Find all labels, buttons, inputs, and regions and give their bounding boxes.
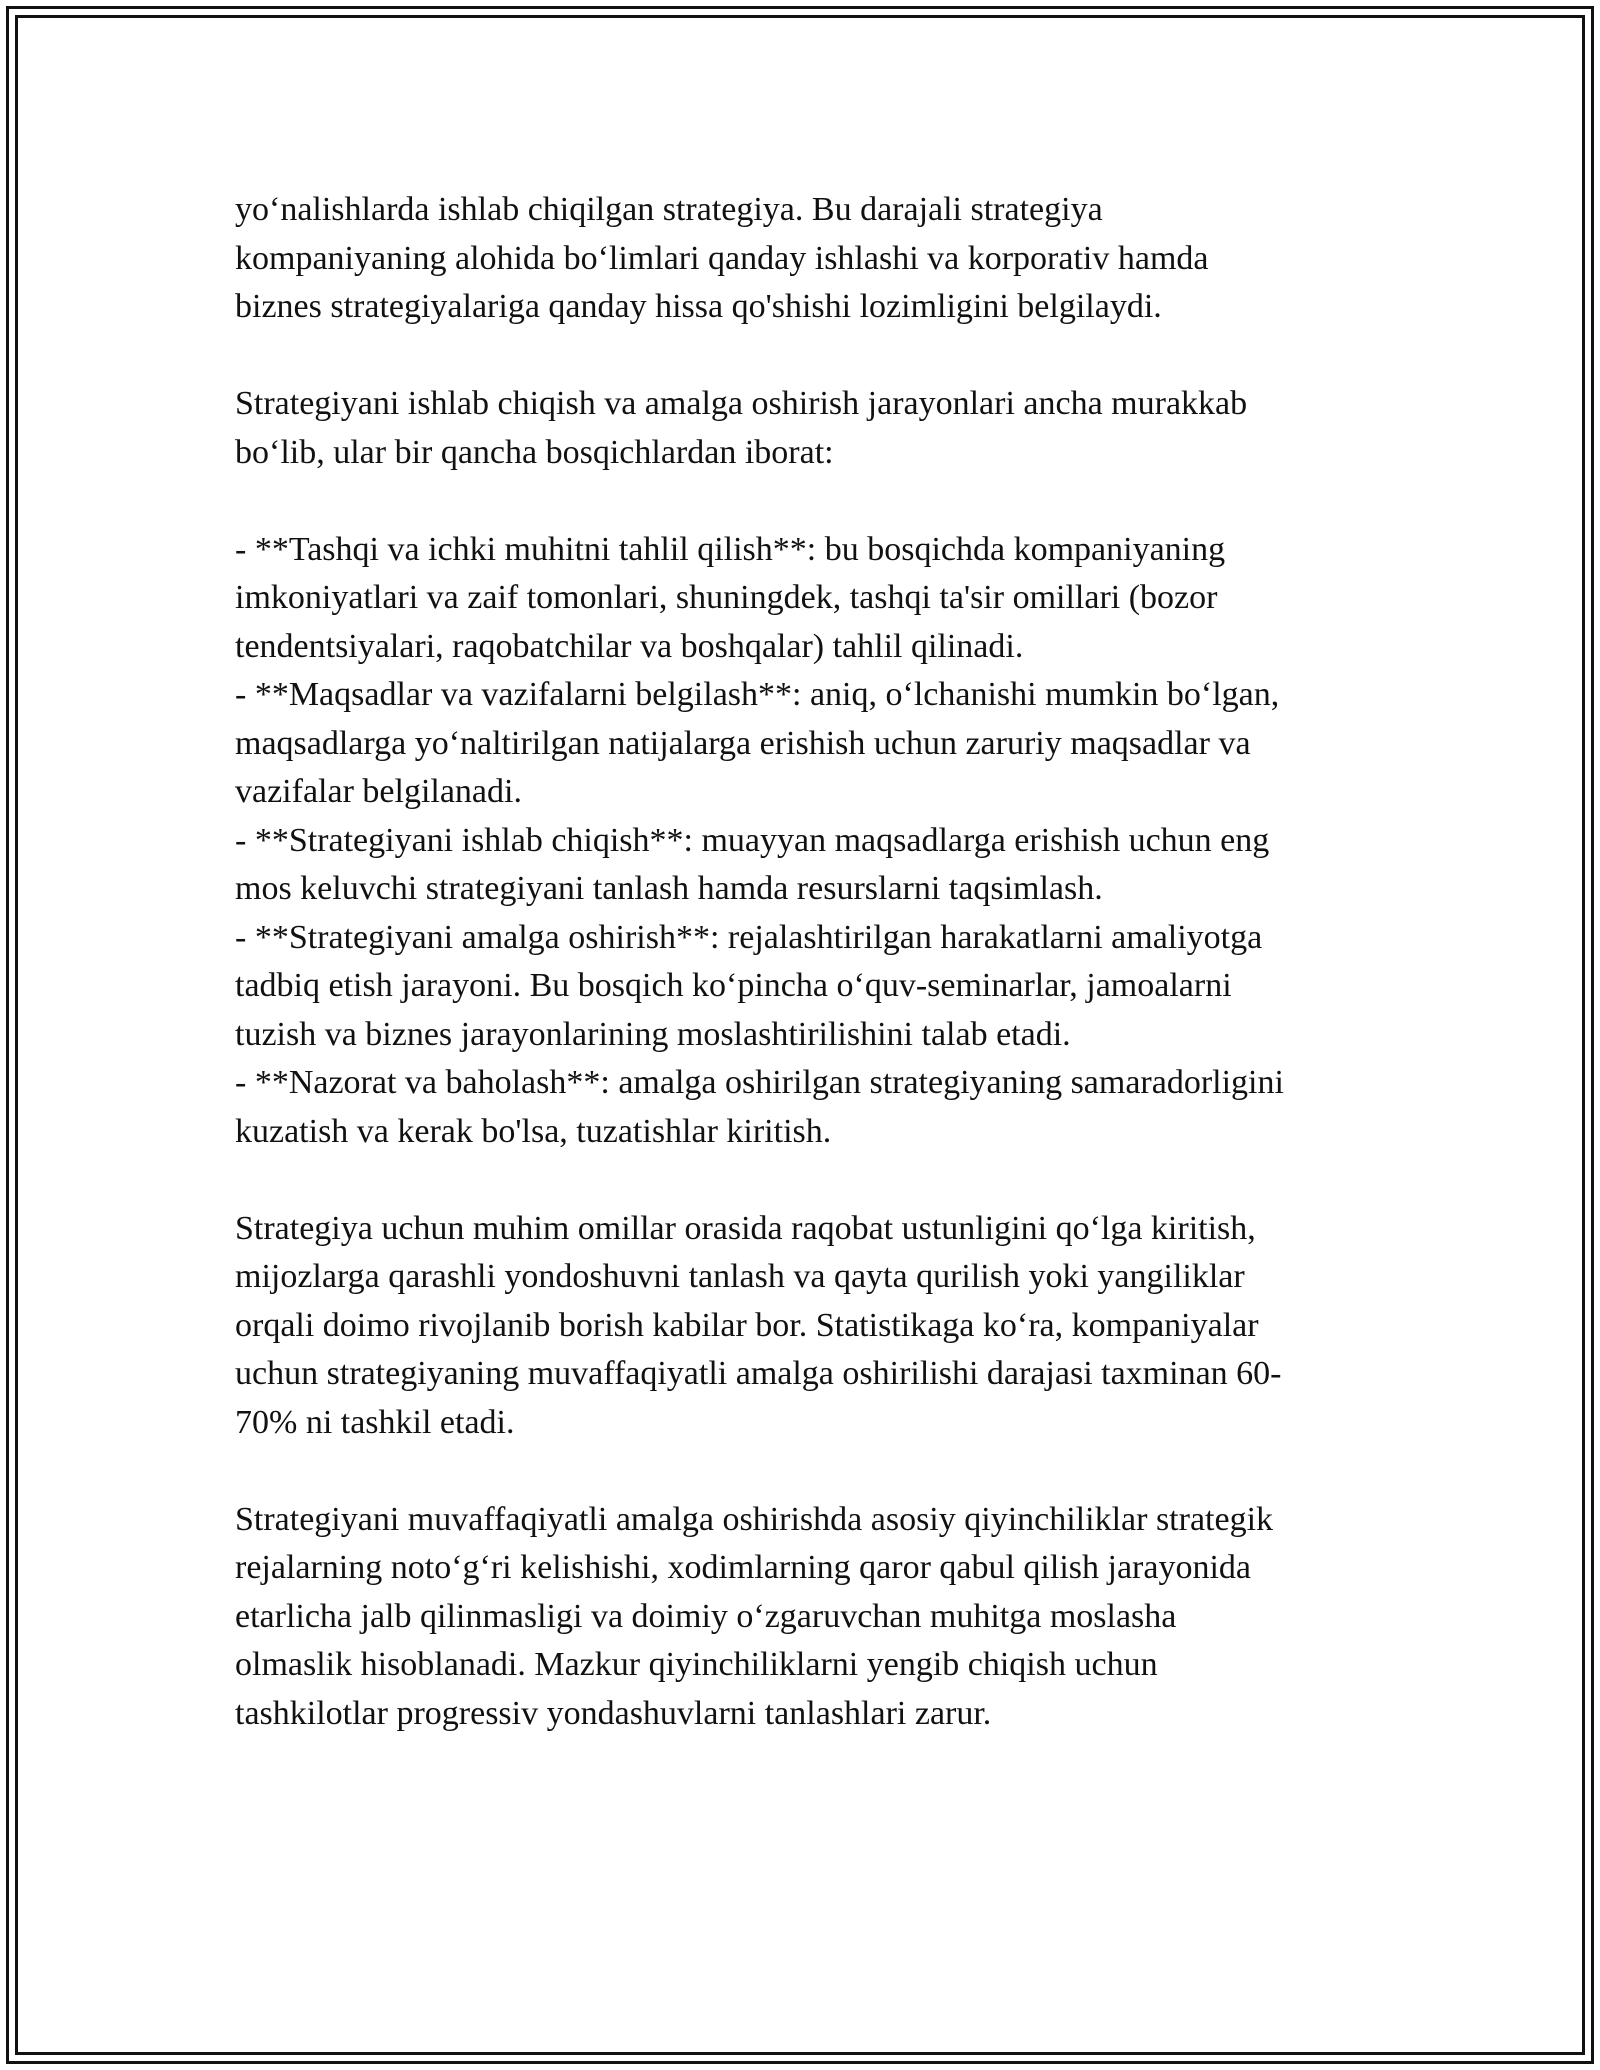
list-item-line: tadbiq etish jarayoni. Bu bosqich ko‘pincha o‘quv-seminarlar, jamoalarni [235, 967, 1232, 1004]
stages-list [235, 526, 1375, 1157]
list-item-line: vazifalar belgilanadi. [235, 773, 522, 810]
list-item-line: tuzish va biznes jarayonlarining moslashtirilishini talab etadi. [235, 1015, 1071, 1053]
text-line: orqali doimo rivojlanib borish kabilar bor. Statistikaga ko‘ra, kompaniyalar [235, 1306, 1259, 1344]
text-line: bo‘lib, ular bir qancha bosqichlardan iborat: [235, 433, 834, 471]
list-item-line: kuzatish va kerak bo'lsa, tuzatishlar kiritish. [235, 1112, 832, 1150]
paragraph-key-factors [235, 1205, 1375, 1448]
text-line: Strategiya uchun muhim omillar orasida raqobat ustunligini qo‘lga kiritish, [235, 1209, 1256, 1247]
list-item-line: - **Strategiyani ishlab chiqish**: muayyan maqsadlarga erishish uchun eng [235, 821, 1270, 859]
document-body [235, 186, 1375, 1738]
text-line: rejalarning noto‘g‘ri kelishishi, xodimlarning qaror qabul qilish jarayonida [235, 1549, 1251, 1586]
list-item-line: tendentsiyalari, raqobatchilar va boshqalar) tahlil qilinadi. [235, 627, 1024, 665]
paragraph-gap [235, 477, 1375, 526]
paragraph-functional-strategy [235, 186, 1375, 332]
list-item-line: - **Strategiyani amalga oshirish**: rejalashtirilgan harakatlarni amaliyotga [235, 918, 1263, 956]
paragraph-gap [235, 332, 1375, 381]
paragraph-stages-intro [235, 380, 1375, 477]
text-line: kompaniyaning alohida bo‘limlari qanday ishlashi va korporativ hamda [235, 239, 1209, 277]
text-line: mijozlarga qarashli yondoshuvni tanlash va qayta qurilish yoki yangiliklar [235, 1258, 1245, 1295]
list-item-line: maqsadlarga yo‘naltirilgan natijalarga erishish uchun zaruriy maqsadlar va [235, 724, 1251, 762]
text-line: tashkilotlar progressiv yondashuvlarni tanlashlari zarur. [235, 1694, 992, 1732]
text-line: etarlicha jalb qilinmasligi va doimiy o‘zgaruvchan muhitga moslasha [235, 1597, 1177, 1635]
text-line: 70% ni tashkil etadi. [235, 1403, 515, 1441]
paragraph-gap [235, 1447, 1375, 1496]
text-line: Strategiyani muvaffaqiyatli amalga oshirishda asosiy qiyinchiliklar strategik [235, 1500, 1274, 1538]
text-line: uchun strategiyaning muvaffaqiyatli amalga oshirilishi darajasi taxminan 60- [235, 1355, 1282, 1392]
list-item-line: - **Nazorat va baholash**: amalga oshirilgan strategiyaning samaradorligini [235, 1064, 1284, 1101]
list-item-line: imkoniyatlari va zaif tomonlari, shuningdek, tashqi ta'sir omillari (bozor [235, 579, 1218, 616]
list-item-line: - **Maqsadlar va vazifalarni belgilash**: aniq, o‘lchanishi mumkin bo‘lgan, [235, 676, 1280, 713]
text-line: Strategiyani ishlab chiqish va amalga oshirish jarayonlari ancha murakkab [235, 385, 1248, 422]
text-line: yo‘nalishlarda ishlab chiqilgan strategiya. Bu darajali strategiya [235, 191, 1103, 228]
list-item-line: mos keluvchi strategiyani tanlash hamda resurslarni taqsimlash. [235, 870, 1103, 907]
paragraph-gap [235, 1156, 1375, 1205]
text-line: biznes strategiyalariga qanday hissa qo'shishi lozimligini belgilaydi. [235, 288, 1162, 325]
text-line: olmaslik hisoblanadi. Mazkur qiyinchiliklarni yengib chiqish uchun [235, 1646, 1158, 1683]
paragraph-challenges [235, 1496, 1375, 1739]
list-item-line: - **Tashqi va ichki muhitni tahlil qilish**: bu bosqichda kompaniyaning [235, 530, 1226, 568]
